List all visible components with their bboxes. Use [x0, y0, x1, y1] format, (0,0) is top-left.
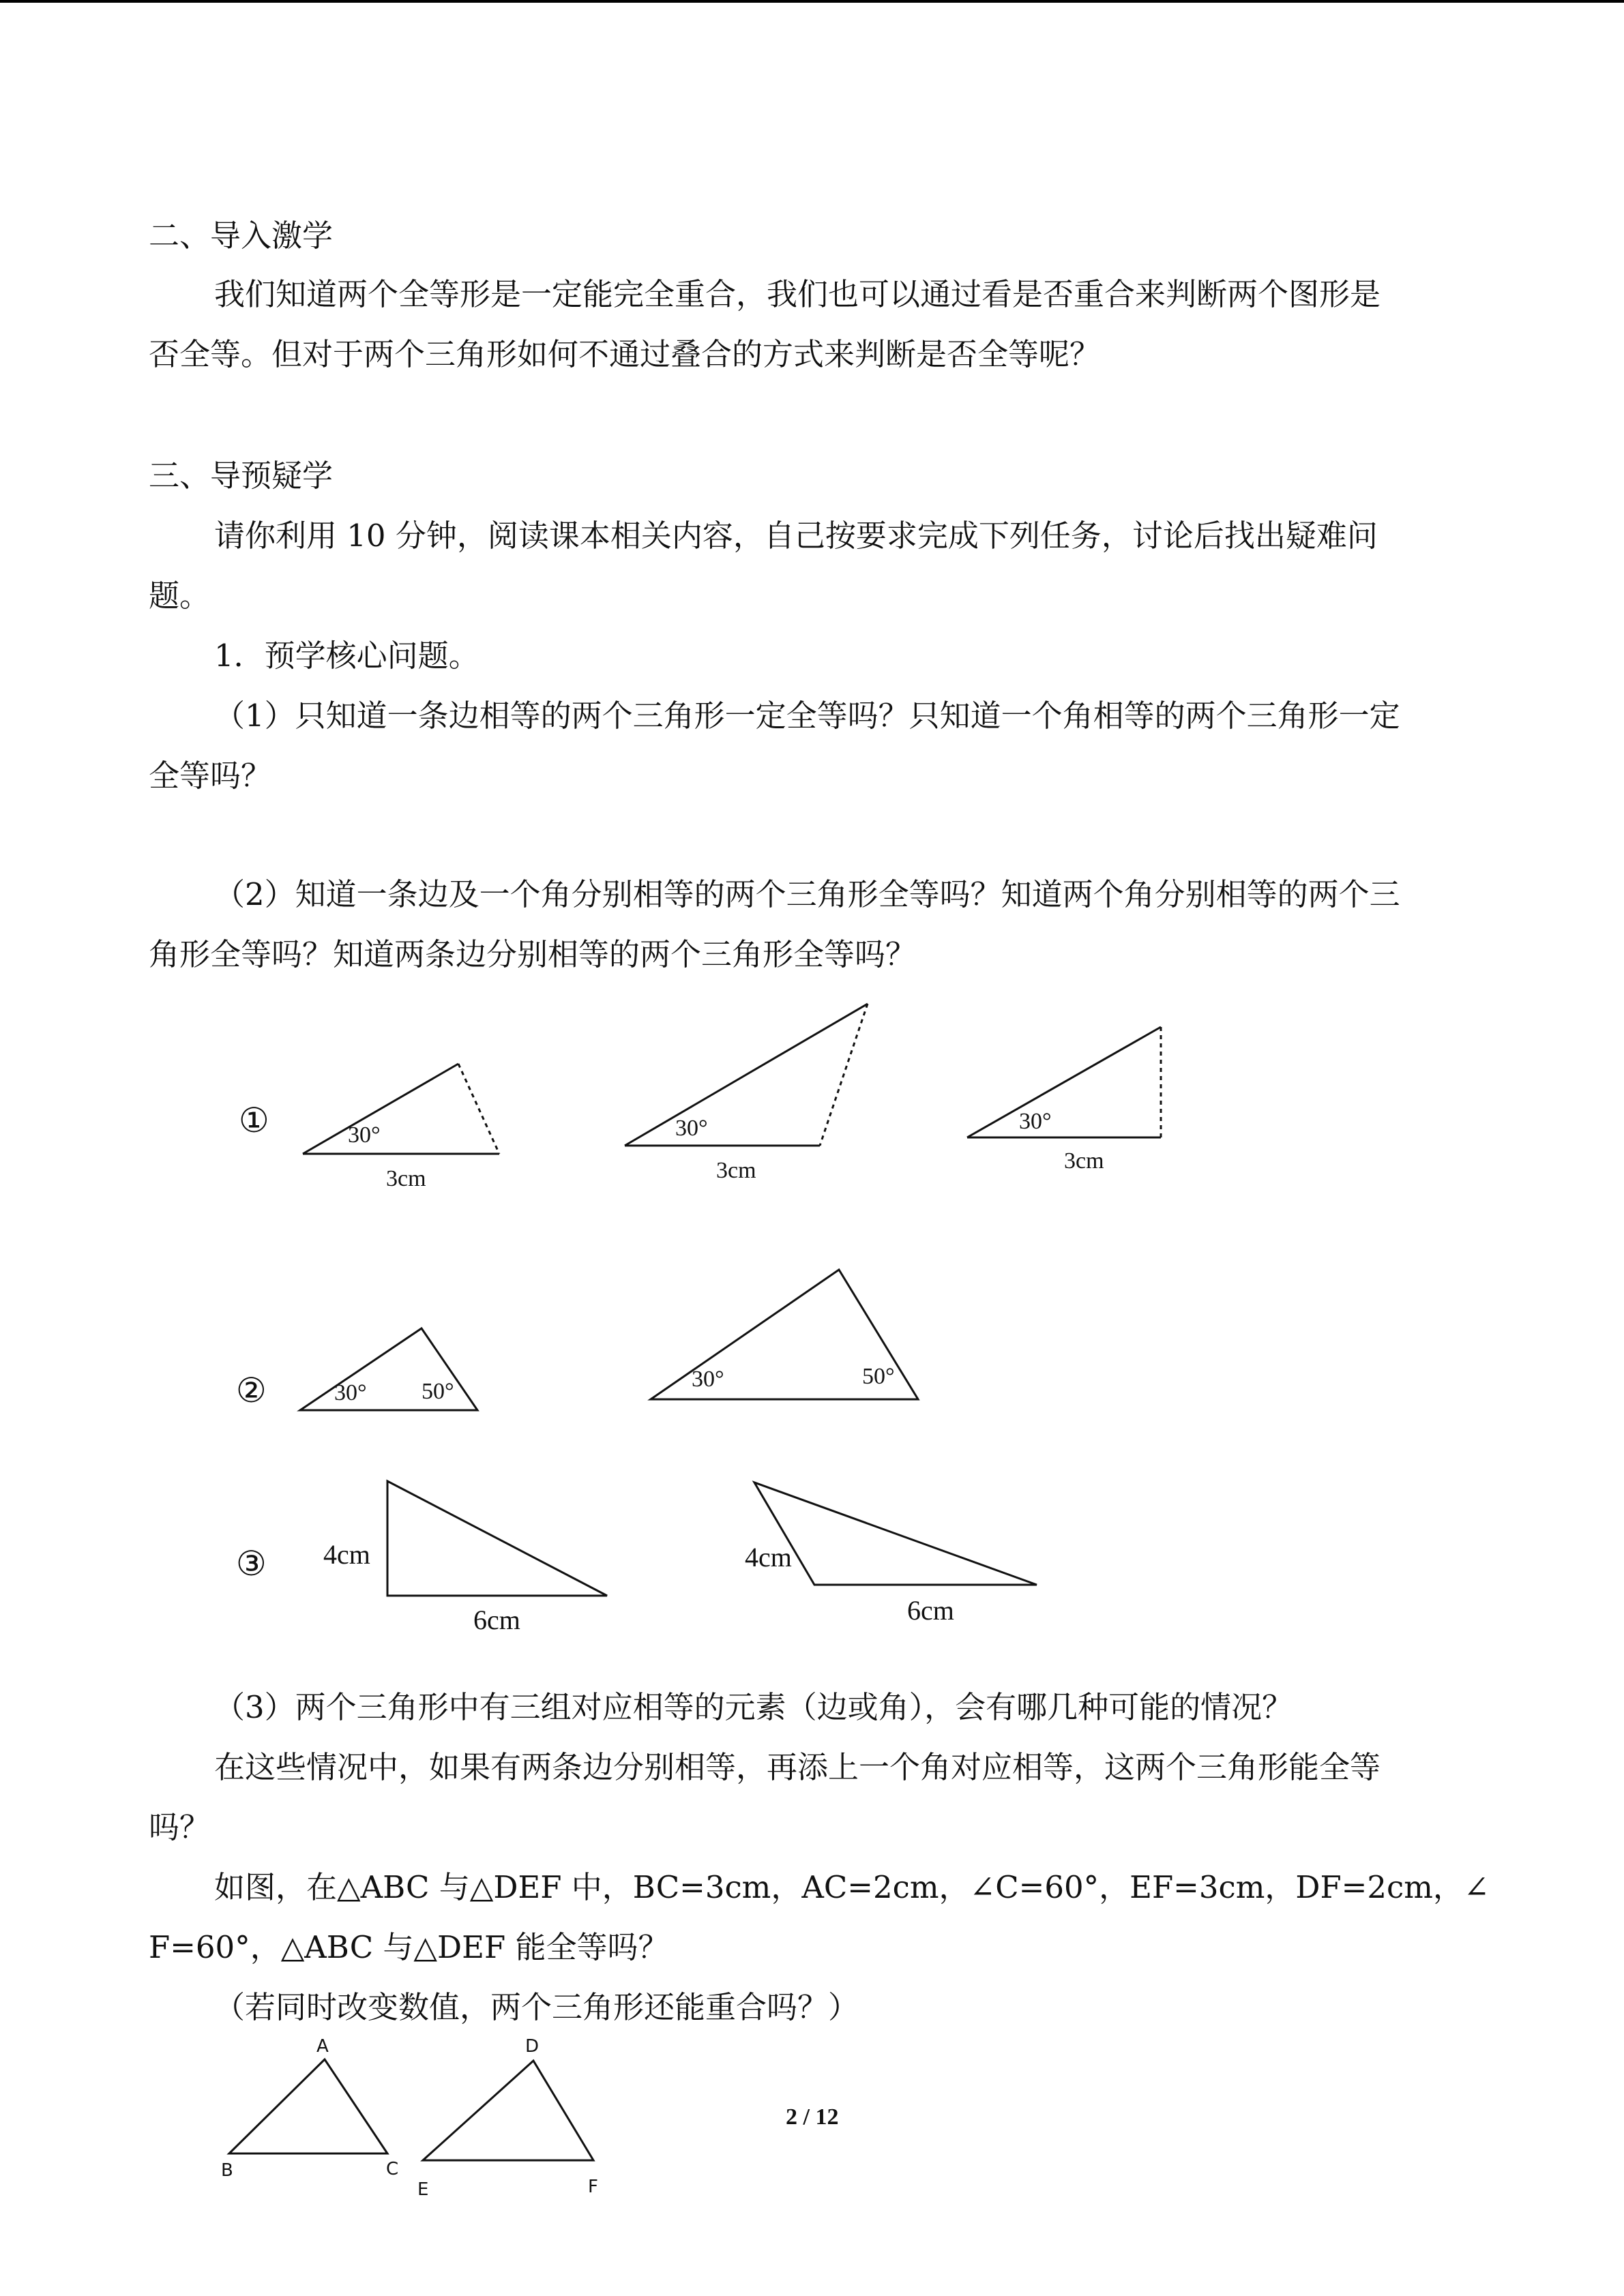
angle-label: 30°	[675, 1116, 708, 1141]
angle-label: 30°	[1019, 1109, 1052, 1134]
side-label: 3cm	[1064, 1148, 1104, 1174]
figure-marker-1: ①	[239, 1101, 269, 1140]
vertex-label: E	[417, 2179, 429, 2200]
side-label: 6cm	[907, 1595, 954, 1626]
example-line: F=60°，△ABC 与△DEF 能全等吗？	[149, 1929, 669, 1965]
question-2-line: 角形全等吗？知道两条边分别相等的两个三角形全等吗？	[149, 936, 917, 972]
section-heading-2: 二、导入激学	[149, 218, 334, 254]
angle-label: 30°	[692, 1367, 724, 1392]
side-label: 4cm	[323, 1539, 370, 1570]
question-3-line: （3）两个三角形中有三组对应相等的元素（边或角），会有哪几种可能的情况？	[214, 1689, 1293, 1725]
page-number: 2 / 12	[786, 2104, 839, 2130]
vertex-label: C	[386, 2159, 399, 2179]
vertex-label: B	[221, 2160, 233, 2181]
question-3-line: 在这些情况中，如果有两条边分别相等，再添上一个角对应相等，这两个三角形能全等	[214, 1749, 1381, 1785]
example-line: 如图，在△ABC 与△DEF 中，BC=3cm，AC=2cm，∠C=60°，EF=3cm，DF=2cm，∠	[214, 1869, 1490, 1905]
paragraph-line: 否全等。但对于两个三角形如何不通过叠合的方式来判断是否全等呢？	[149, 336, 1101, 372]
triangle-abc	[229, 2059, 387, 2153]
paragraph-line: 题。	[149, 578, 211, 614]
angle-label: 30°	[348, 1122, 381, 1148]
side-label: 6cm	[473, 1605, 520, 1635]
question-3-line: 吗？	[149, 1809, 211, 1845]
paragraph-line: 我们知道两个全等形是一定能完全重合，我们也可以通过看是否重合来判断两个图形是	[214, 276, 1381, 312]
figure-marker-2: ②	[236, 1371, 267, 1410]
side-label: 4cm	[745, 1542, 792, 1572]
example-note: （若同时改变数值，两个三角形还能重合吗？）	[214, 1989, 859, 2025]
list-item-1: 1．预学核心问题。	[214, 638, 479, 674]
angle-label: 50°	[862, 1364, 895, 1389]
paragraph-line: 请你利用 10 分钟，阅读课本相关内容，自己按要求完成下列任务，讨论后找出疑难问	[214, 518, 1378, 554]
triangle-row1-c	[967, 1027, 1161, 1137]
triangle-row3-a	[387, 1481, 607, 1596]
triangle-row3-b	[754, 1482, 1037, 1585]
angle-label: 30°	[334, 1380, 367, 1405]
question-2-line: （2）知道一条边及一个角分别相等的两个三角形全等吗？知道两个角分别相等的两个三	[214, 876, 1400, 912]
side-label: 3cm	[386, 1166, 426, 1191]
figure-marker-3: ③	[236, 1544, 267, 1583]
triangle-row1-a	[303, 1064, 499, 1154]
vertex-label: F	[588, 2177, 598, 2197]
side-label: 3cm	[716, 1158, 756, 1183]
angle-label: 50°	[422, 1379, 454, 1404]
question-1-line: （1）只知道一条边相等的两个三角形一定全等吗？只知道一个角相等的两个三角形一定	[214, 698, 1400, 734]
vertex-label: A	[316, 2036, 329, 2057]
section-heading-3: 三、导预疑学	[149, 458, 334, 494]
question-1-line: 全等吗？	[149, 758, 272, 794]
triangle-def	[423, 2061, 593, 2160]
triangle-row1-b	[625, 1004, 868, 1146]
vertex-label: D	[525, 2036, 540, 2057]
